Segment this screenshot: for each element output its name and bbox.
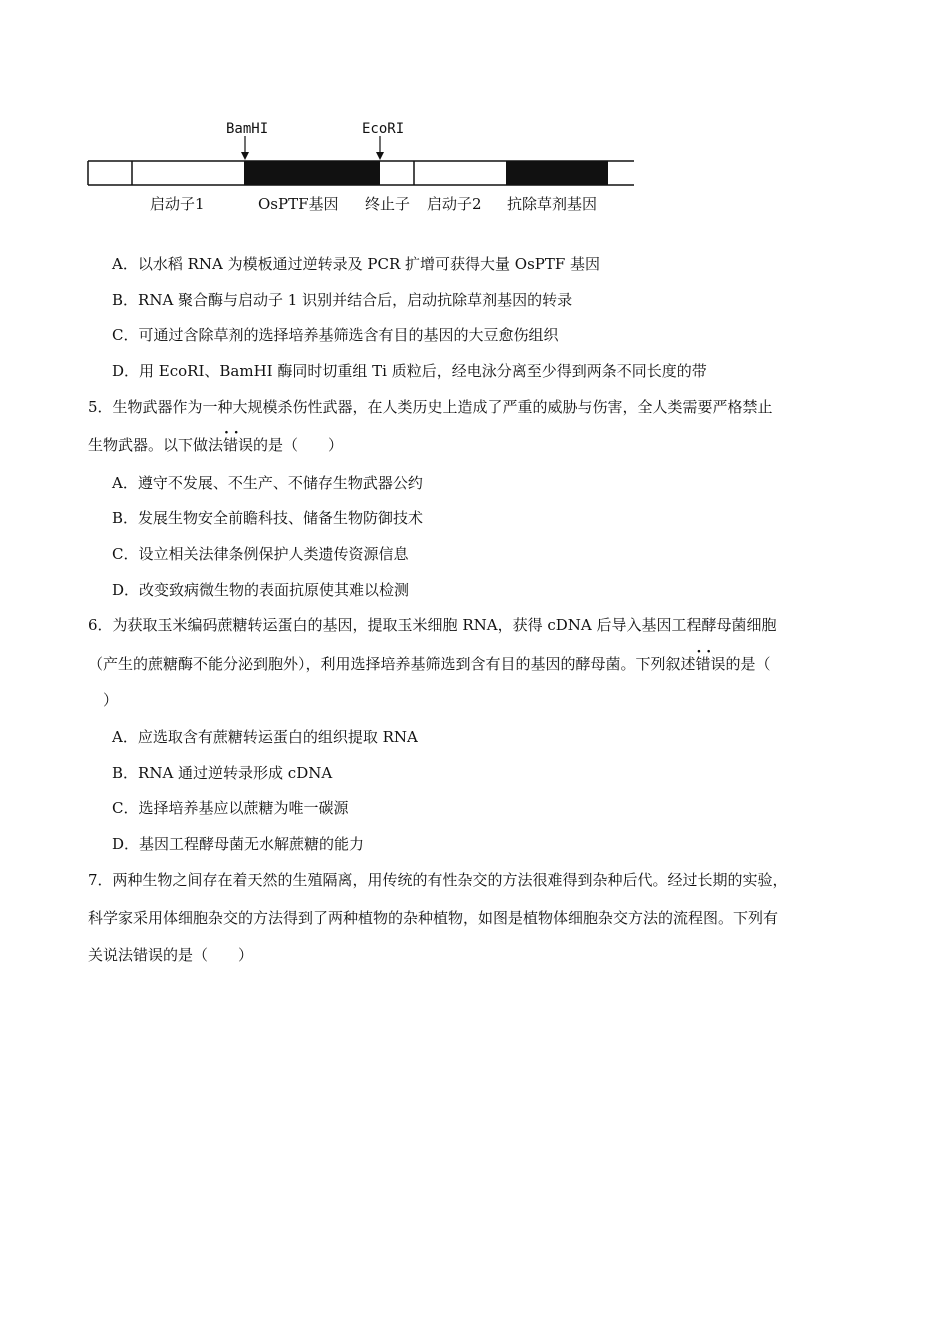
q4-option-c: C．可通过含除草剂的选择培养基筛选含有目的基因的大豆愈伤组织	[112, 326, 559, 344]
herbicide-resistance-gene-block	[506, 161, 608, 185]
q5-stem-line1: 5．生物武器作为一种大规模杀伤性武器，在人类历史上造成了严重的威胁与伤害，全人类需要严格禁止	[88, 398, 773, 416]
q6-stem-line1: 6．为获取玉米编码蔗糖转运蛋白的基因，提取玉米细胞 RNA，获得 cDNA 后导入基因工程酵母菌细胞	[88, 616, 777, 634]
q5-option-c: C．设立相关法律条例保护人类遗传资源信息	[112, 545, 409, 563]
q4-option-d: D．用 EcoRI、BamHI 酶同时切重组 Ti 质粒后，经电泳分离至少得到两条不同长度的带	[112, 362, 707, 380]
herbicide-gene-label: 抗除草剂基因	[507, 195, 598, 213]
osptf-gene-label: OsPTF基因	[258, 195, 339, 213]
q5-stem-post: 的是（ ）	[253, 436, 344, 454]
q6-option-d: D．基因工程酵母菌无水解蔗糖的能力	[112, 835, 365, 853]
q6-option-b: B．RNA 通过逆转录形成 cDNA	[112, 764, 333, 782]
bamhi-site-label: BamHI	[226, 121, 269, 137]
q5-stem-line2	[88, 435, 343, 455]
q6-option-a: A．应选取含有蔗糖转运蛋白的组织提取 RNA	[112, 728, 418, 746]
plasmid-construct-diagram	[86, 112, 646, 222]
q6-option-c: C．选择培养基应以蔗糖为唯一碳源	[112, 799, 349, 817]
promoter2-label: 启动子2	[427, 195, 482, 213]
q4-option-a: A．以水稻 RNA 为模板通过逆转录及 PCR 扩增可获得大量 OsPTF 基因	[112, 255, 601, 273]
q4-option-b: B．RNA 聚合酶与启动子 1 识别并结合后，启动抗除草剂基因的转录	[112, 291, 573, 309]
q5-stem-pre: 生物武器。以下做法	[88, 436, 224, 454]
q7-stem-line1: 7．两种生物之间存在着天然的生殖隔离，用传统的有性杂交的方法很难得到杂种后代。经过长期的实验，	[88, 871, 788, 889]
osptf-gene-block	[244, 161, 380, 185]
q5-emphasis-word: · · 错误	[223, 435, 253, 455]
q5-option-d: D．改变致病微生物的表面抗原使其难以检测	[112, 581, 410, 599]
q7-stem-line3: 关说法错误的是（ ）	[88, 946, 254, 964]
terminator-label: 终止子	[365, 195, 411, 213]
q6-emphasis-word: · · 错误	[696, 654, 726, 674]
construct-svg	[86, 112, 646, 222]
q7-stem-line2: 科学家采用体细胞杂交的方法得到了两种植物的杂种植物，如图是植物体细胞杂交方法的流程图。下列有	[88, 909, 779, 927]
q5-option-a: A．遵守不发展、不生产、不储存生物武器公约	[112, 474, 423, 492]
q6-stem-line2	[88, 654, 771, 674]
promoter1-label: 启动子1	[150, 195, 205, 213]
q6-stem-post: 的是（	[725, 655, 771, 673]
q6-stem-line3: ）	[88, 691, 119, 709]
q6-stem-pre: （产生的蔗糖酶不能分泌到胞外），利用选择培养基筛选到含有目的基因的酵母菌。下列叙述	[88, 655, 696, 673]
ecori-site-label: EcoRI	[362, 121, 405, 137]
q5-option-b: B．发展生物安全前瞻科技、储备生物防御技术	[112, 509, 424, 527]
